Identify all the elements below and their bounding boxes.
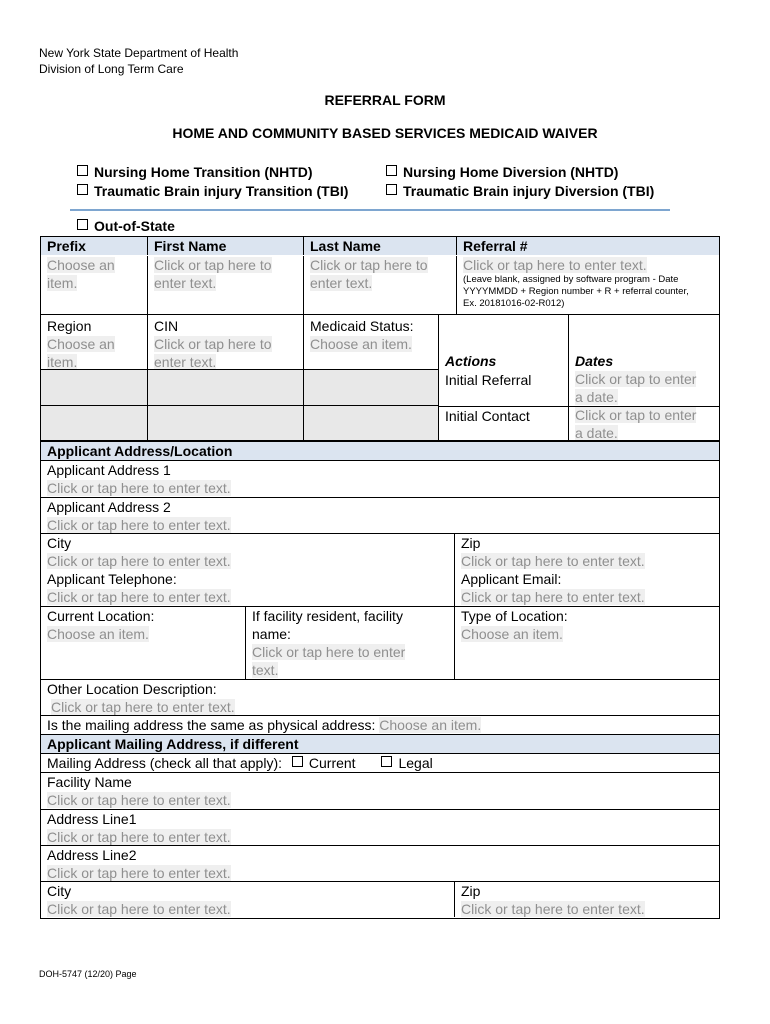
initial-contact-date[interactable]: Click or tap to enter a date. (575, 407, 697, 440)
current-location-field[interactable]: Current Location: Choose an item. (41, 606, 245, 679)
medicaid-status-field[interactable]: Medicaid Status: Choose an item. (303, 314, 438, 369)
checkbox-icon[interactable] (77, 184, 88, 195)
mailing-facility-name-field[interactable]: Facility Name Click or tap here to enter text. (41, 772, 719, 809)
checkbox-nhtd-diversion[interactable]: Nursing Home Diversion (NHTD) (386, 164, 618, 180)
empty-cell (303, 369, 438, 405)
empty-cell (41, 369, 147, 405)
mailing-address-line1-field[interactable]: Address Line1 Click or tap here to enter text. (41, 809, 719, 845)
checkbox-nhtd-transition[interactable]: Nursing Home Transition (NHTD) (77, 164, 313, 180)
section-divider (70, 209, 670, 211)
checkbox-tbi-diversion[interactable]: Traumatic Brain injury Diversion (TBI) (386, 183, 654, 199)
dates-column (568, 314, 719, 440)
mailing-type-field: Mailing Address (check all that apply): Current Legal (41, 753, 719, 772)
mailing-section-header: Applicant Mailing Address, if different (41, 734, 719, 753)
form-subtitle: HOME AND COMMUNITY BASED SERVICES MEDICAID WAIVER (172, 125, 598, 141)
first-name-input[interactable]: Click or tap here to enter text. (147, 256, 303, 314)
referral-number-input[interactable]: Click or tap here to enter text. (Leave blank, assigned by software program - Date YYYYMMDD + Region number + R + referral counter, Ex. 20181016-02-R012) (456, 256, 719, 314)
applicant-address1-field[interactable]: Applicant Address 1 Click or tap here to enter text. (41, 460, 719, 497)
initial-referral-label: Initial Referral (445, 372, 532, 388)
telephone-field[interactable]: Applicant Telephone: Click or tap here to enter text. (47, 571, 231, 605)
region-field[interactable]: Region Choose an item. (41, 314, 147, 369)
referral-number-header: Referral # (456, 237, 719, 255)
cin-field[interactable]: CIN Click or tap here to enter text. (147, 314, 303, 369)
last-name-header: Last Name (303, 237, 456, 255)
mailing-zip-field[interactable]: Zip Click or tap here to enter text. (454, 881, 719, 917)
zip-field[interactable]: Zip Click or tap here to enter text. (454, 533, 719, 570)
mailing-same-field[interactable]: Is the mailing address the same as physical address: Choose an item. (41, 715, 719, 734)
initial-contact-label: Initial Contact (445, 408, 530, 424)
checkbox-icon[interactable] (386, 165, 397, 176)
form-footer: DOH-5747 (12/20) Page (39, 969, 137, 979)
address-section-header: Applicant Address/Location (41, 441, 719, 460)
type-of-location-field[interactable]: Type of Location: Choose an item. (454, 606, 719, 679)
form-title: REFERRAL FORM (324, 92, 446, 108)
checkbox-icon[interactable] (77, 219, 88, 230)
division-name: Division of Long Term Care (39, 62, 184, 76)
prefix-select[interactable]: Choose an item. (47, 257, 115, 291)
checkbox-current[interactable]: Current (292, 755, 356, 771)
identity-table (40, 236, 720, 441)
last-name-input[interactable]: Click or tap here to enter text. (303, 256, 456, 314)
initial-referral-date[interactable]: Click or tap to enter a date. (575, 371, 697, 405)
prefix-header: Prefix (41, 237, 147, 255)
other-location-field[interactable]: Other Location Description: Click or tap here to enter text. (41, 679, 719, 715)
first-name-header: First Name (147, 237, 303, 255)
empty-cell (303, 405, 438, 440)
email-field[interactable]: Applicant Email: Click or tap here to enter text. (454, 570, 719, 606)
facility-name-field[interactable]: If facility resident, facility name: Click or tap here to enter text. (245, 606, 454, 679)
checkbox-icon[interactable] (381, 756, 392, 767)
address-table (40, 441, 720, 919)
city-field[interactable]: City Click or tap here to enter text. (41, 533, 454, 570)
agency-name: New York State Department of Health (39, 46, 239, 60)
checkbox-icon[interactable] (386, 184, 397, 195)
empty-cell (41, 405, 147, 440)
referral-number-note: (Leave blank, assigned by software program - Date YYYYMMDD + Region number + R + referral counter, Ex. 20181016-02-R012) (463, 274, 689, 309)
actions-header: Actions (445, 353, 497, 369)
dates-header: Dates (575, 353, 614, 369)
mailing-address-line2-field[interactable]: Address Line2 Click or tap here to enter text. (41, 845, 719, 881)
empty-cell (147, 369, 303, 405)
agency-header (39, 45, 238, 77)
actions-column (438, 314, 568, 440)
mailing-city-field[interactable]: City Click or tap here to enter text. (41, 881, 454, 917)
checkbox-tbi-transition[interactable]: Traumatic Brain injury Transition (TBI) (77, 183, 348, 199)
checkbox-legal[interactable]: Legal (381, 755, 432, 771)
checkbox-out-of-state[interactable]: Out-of-State (77, 218, 175, 234)
applicant-address2-field[interactable]: Applicant Address 2 Click or tap here to enter text. (41, 497, 719, 533)
checkbox-icon[interactable] (77, 165, 88, 176)
empty-cell (147, 405, 303, 440)
checkbox-icon[interactable] (292, 756, 303, 767)
